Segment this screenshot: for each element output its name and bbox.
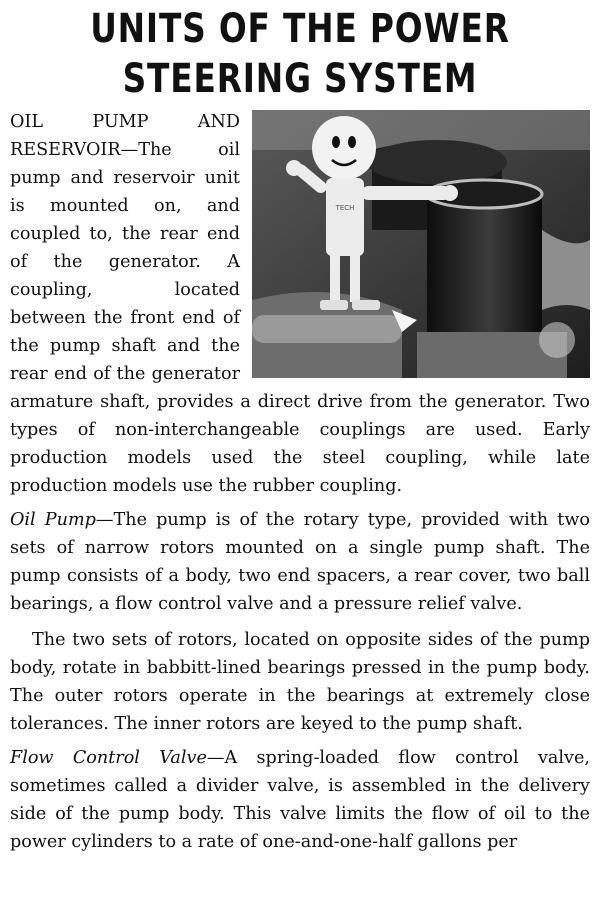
text-rotors: The two sets of rotors, located on opposite sides of the pump body, rotate in babbitt-lined bearings pressed in the pump body. The outer rotors operate in the bearings at extremely close tolerances. The inner rotors are keyed to the pump shaft. bbox=[10, 630, 590, 734]
heading-oil-pump: Oil Pump bbox=[10, 510, 96, 530]
mascot-badge-text: TECH bbox=[335, 204, 355, 212]
text-oil-pump-reservoir: —The oil pump and reservoir unit is mounted on, and coupled to, the rear end of the generator. A coupling, located between the front end of the pump shaft and the rear end of the generator armature shaft, provides a direct drive from the generator. Two types of non-interchangeable couplings are used. Early production models used the steel coupling, while late production models use the rubber coupling. bbox=[10, 140, 590, 496]
article-body bbox=[10, 108, 590, 856]
title-line-2: STEERING SYSTEM bbox=[122, 56, 478, 102]
text-flow-control-valve: —A spring-loaded flow control valve, sometimes called a divider valve, is assembled in the delivery side of the pump body. This valve limits the flow of oil to the power cylinders to a rate of one-and-one-half gallons per bbox=[10, 748, 590, 852]
heading-oil-pump-reservoir: OIL PUMP AND RESERVOIR bbox=[10, 112, 240, 160]
paragraph-oil-pump-reservoir bbox=[10, 108, 590, 500]
paragraph-oil-pump bbox=[10, 506, 590, 618]
text-oil-pump: —The pump is of the rotary type, provided with two sets of narrow rotors mounted on a single pump shaft. The pump consists of a body, two end spacers, a rear cover, two ball bearings, a flow control valve and a pressure relief valve. bbox=[10, 510, 590, 614]
title-line-1: UNITS OF THE POWER bbox=[90, 6, 510, 52]
paragraph-flow-control-valve bbox=[10, 744, 590, 856]
page-title bbox=[62, 4, 538, 104]
heading-flow-control-valve: Flow Control Valve bbox=[10, 748, 207, 768]
engine-mascot-photo bbox=[252, 110, 590, 378]
paragraph-rotors bbox=[10, 626, 590, 738]
